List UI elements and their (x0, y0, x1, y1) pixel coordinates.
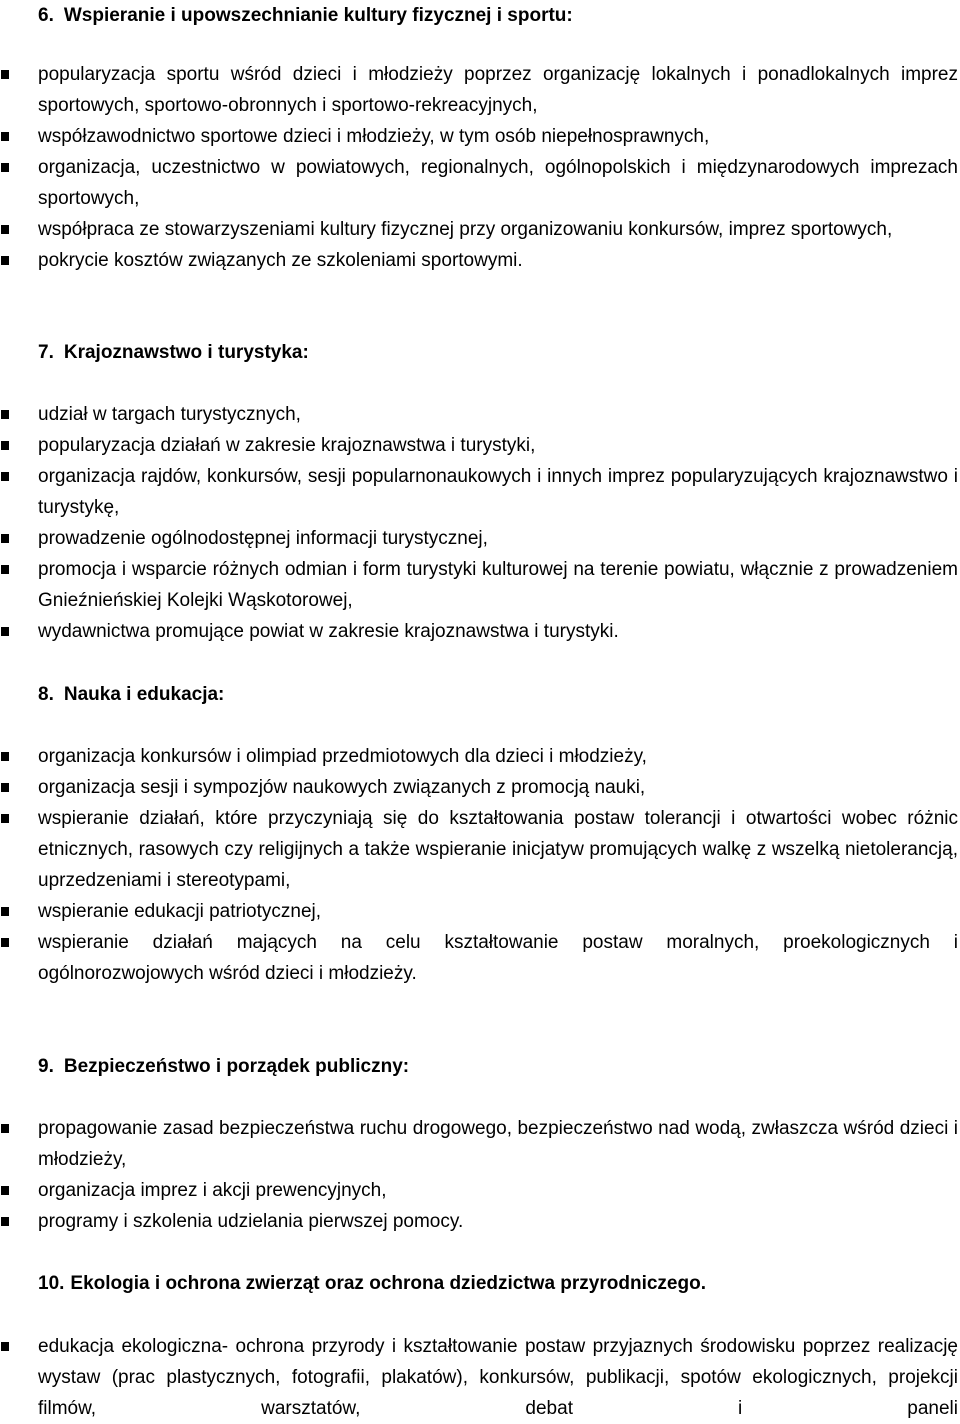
bullet-square-icon (1, 938, 9, 947)
bullet-square-icon (1, 907, 9, 916)
section-title: Ekologia i ochrona zwierząt oraz ochrona dziedzictwa przyrodniczego. (70, 1273, 706, 1294)
list-item (0, 554, 960, 616)
list-item (0, 803, 960, 896)
section-heading (38, 4, 573, 28)
section-title: Krajoznawstwo i turystyka: (63, 342, 309, 363)
list-item-text: organizacja imprez i akcji prewencyjnych, (38, 1180, 387, 1201)
section-number: 9. (38, 1056, 54, 1077)
list-item (0, 59, 960, 121)
bullet-square-icon (1, 70, 9, 79)
bullet-list (0, 59, 960, 276)
section-number: 10. (38, 1273, 65, 1294)
list-item (0, 1113, 960, 1175)
bullet-square-icon (1, 814, 9, 823)
list-item-text: pokrycie kosztów związanych ze szkoleniami sportowymi. (38, 250, 523, 271)
bullet-square-icon (1, 627, 9, 636)
bullet-square-icon (1, 472, 9, 481)
list-item (0, 1206, 960, 1237)
list-item-text: wspieranie działań, które przyczyniają się do kształtowania postaw tolerancji i otwartości wobec różnic etnicznych, rasowych czy religijnych a także wspieranie inicjatyw promujących walkę z wszelką nietolerancją, uprzedzeniami i stereotypami, (38, 808, 958, 891)
list-item (0, 772, 960, 803)
list-item-text: popularyzacja sportu wśród dzieci i młodzieży poprzez organizację lokalnych i ponadlokalnych imprez sportowych, sportowo-obronnych i sportowo-rekreacyjnych, (38, 64, 958, 116)
list-item (0, 1175, 960, 1206)
bullet-square-icon (1, 565, 9, 574)
list-item (0, 896, 960, 927)
section-heading (38, 341, 309, 365)
section-heading (38, 683, 224, 707)
list-item (0, 461, 960, 523)
list-item (0, 616, 960, 647)
bullet-list (0, 1331, 960, 1424)
section-number: 7. (38, 342, 54, 363)
list-item (0, 214, 960, 245)
list-item (0, 152, 960, 214)
bullet-square-icon (1, 441, 9, 450)
list-item-text: współzawodnictwo sportowe dzieci i młodzieży, w tym osób niepełnosprawnych, (38, 126, 710, 147)
list-item (0, 430, 960, 461)
section-heading (38, 1272, 706, 1296)
list-item-text: prowadzenie ogólnodostępnej informacji turystycznej, (38, 528, 488, 549)
section-title: Nauka i edukacja: (63, 684, 225, 705)
list-item-text: edukacja ekologiczna- ochrona przyrody i kształtowanie postaw przyjaznych środowisku poprzez realizację wystaw (prac plastycznych, fotografii, plakatów), konkursów, publikacji, spotów ekologicznych, projekcji filmów, warsztatów, debat i paneli (38, 1336, 958, 1419)
list-item (0, 1331, 960, 1424)
list-item-text: współpraca ze stowarzyszeniami kultury fizycznej przy organizowaniu konkursów, imprez sportowych, (38, 219, 893, 240)
bullet-square-icon (1, 1342, 9, 1351)
bullet-square-icon (1, 410, 9, 419)
bullet-square-icon (1, 534, 9, 543)
bullet-square-icon (1, 783, 9, 792)
list-item-text: organizacja rajdów, konkursów, sesji popularnonaukowych i innych imprez popularyzujących krajoznawstwo i turystykę, (38, 466, 958, 518)
list-item (0, 399, 960, 430)
list-item-text: promocja i wsparcie różnych odmian i form turystyki kulturowej na terenie powiatu, włącznie z prowadzeniem Gnieźnieńskiej Kolejki Wąskotorowej, (38, 559, 958, 611)
list-item (0, 741, 960, 772)
section-number: 8. (38, 684, 54, 705)
section-number: 6. (38, 5, 54, 26)
list-item-text: wydawnictwa promujące powiat w zakresie krajoznawstwa i turystyki. (38, 621, 619, 642)
list-item-text: organizacja sesji i sympozjów naukowych związanych z promocją nauki, (38, 777, 646, 798)
list-item (0, 927, 960, 989)
bullet-list (0, 399, 960, 647)
bullet-square-icon (1, 256, 9, 265)
bullet-square-icon (1, 1217, 9, 1226)
bullet-list (0, 1113, 960, 1237)
bullet-square-icon (1, 1124, 9, 1133)
list-item-text: organizacja, uczestnictwo w powiatowych, regionalnych, ogólnopolskich i międzynarodowych imprezach sportowych, (38, 157, 958, 209)
list-item-text: popularyzacja działań w zakresie krajoznawstwa i turystyki, (38, 435, 536, 456)
section-title: Bezpieczeństwo i porządek publiczny: (63, 1056, 410, 1077)
list-item-text: udział w targach turystycznych, (38, 404, 301, 425)
bullet-list (0, 741, 960, 989)
list-item (0, 523, 960, 554)
bullet-square-icon (1, 225, 9, 234)
bullet-square-icon (1, 132, 9, 141)
bullet-square-icon (1, 1186, 9, 1195)
list-item (0, 121, 960, 152)
bullet-square-icon (1, 752, 9, 761)
list-item-text: propagowanie zasad bezpieczeństwa ruchu drogowego, bezpieczeństwo nad wodą, zwłaszcza wśród dzieci i młodzieży, (38, 1118, 958, 1170)
list-item-text: wspieranie działań mających na celu kształtowanie postaw moralnych, proekologicznych i ogólnorozwojowych wśród dzieci i młodzieży. (38, 932, 958, 984)
bullet-square-icon (1, 163, 9, 172)
list-item (0, 245, 960, 276)
list-item-text: programy i szkolenia udzielania pierwszej pomocy. (38, 1211, 464, 1232)
section-title: Wspieranie i upowszechnianie kultury fizycznej i sportu: (63, 5, 573, 26)
list-item-text: wspieranie edukacji patriotycznej, (38, 901, 322, 922)
list-item-text: organizacja konkursów i olimpiad przedmiotowych dla dzieci i młodzieży, (38, 746, 647, 767)
section-heading (38, 1055, 409, 1079)
